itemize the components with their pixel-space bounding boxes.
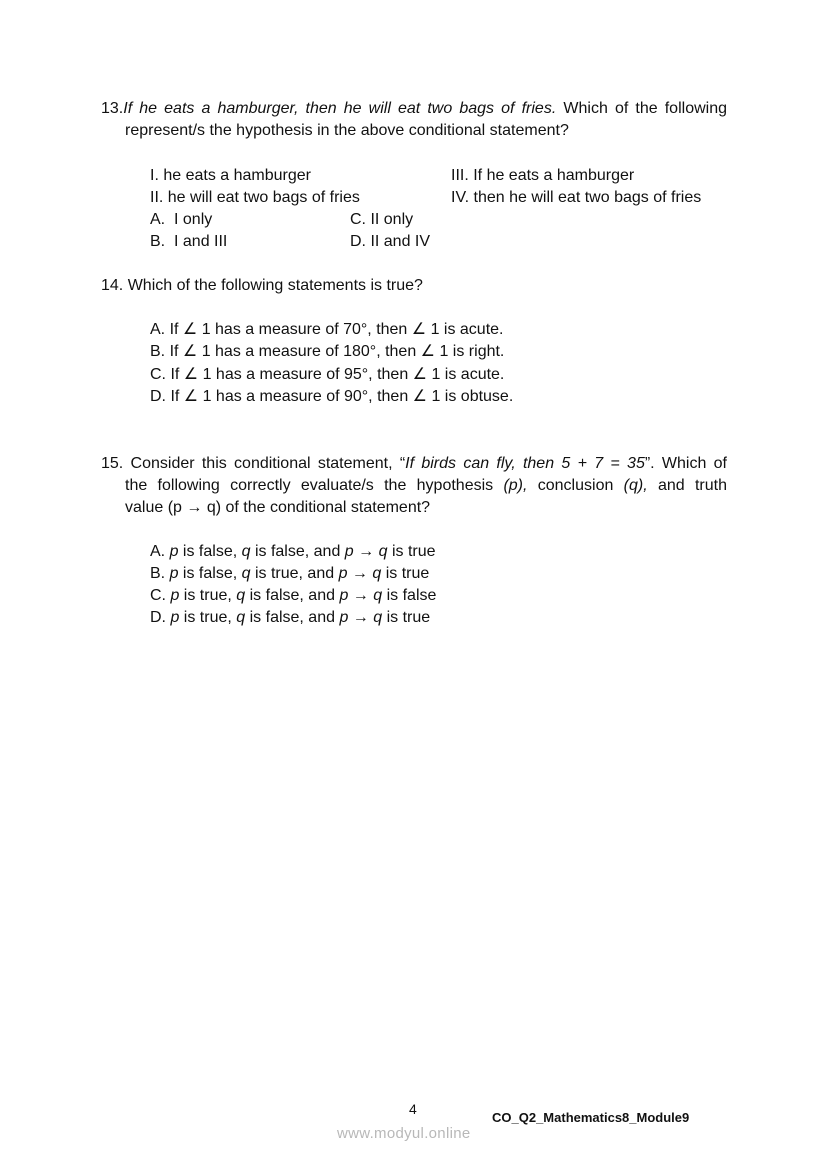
- text-segment: is false,: [178, 565, 242, 582]
- italic-text-segment: (q),: [623, 477, 648, 494]
- text-segment: is true, and: [250, 565, 339, 582]
- italic-text-segment: q: [236, 609, 246, 626]
- q13-stem-line2: represent/s the hypothesis in the above conditional statement?: [125, 122, 569, 139]
- italic-text-segment: p: [170, 609, 180, 626]
- italic-text-segment: q: [241, 543, 251, 560]
- text-segment: ”. Which of: [644, 455, 727, 472]
- page-number: 4: [409, 1101, 417, 1117]
- text-segment: is true,: [179, 609, 237, 626]
- q14-stem: 14. Which of the following statements is true?: [101, 277, 423, 294]
- module-code: CO_Q2_Mathematics8_Module9: [492, 1110, 690, 1125]
- italic-text-segment: If birds can fly, then 5 + 7 = 35: [405, 455, 645, 472]
- text-segment: A.: [150, 543, 170, 560]
- italic-text-segment: (p),: [503, 477, 528, 494]
- q13-item-1: I. he eats a hamburger: [150, 167, 311, 184]
- text-segment: is false, and: [250, 543, 345, 560]
- italic-text-segment: p: [339, 609, 349, 626]
- q13-choice-a: A. I only: [150, 211, 213, 228]
- text-segment: 15. Consider this conditional statement, “: [101, 455, 406, 472]
- text-segment: C.: [150, 587, 171, 604]
- text-segment: is false,: [178, 543, 242, 560]
- text-segment: is true: [381, 565, 430, 582]
- text-segment: is false, and: [245, 609, 340, 626]
- text-segment: the following correctly evaluate/s the hypothesis: [125, 477, 504, 494]
- q15-choice-c: [150, 586, 436, 606]
- q13-choice-d: D. II and IV: [350, 233, 431, 250]
- italic-text-segment: p: [170, 587, 180, 604]
- italic-text-segment: p: [339, 587, 349, 604]
- text-segment: and truth: [647, 477, 727, 494]
- text-segment: B.: [150, 565, 170, 582]
- italic-text-segment: q: [241, 565, 251, 582]
- q13-item-2: II. he will eat two bags of fries: [150, 189, 360, 206]
- italic-text-segment: q: [372, 565, 382, 582]
- q15-stem-line3: [125, 498, 430, 518]
- q14-choice-a: A. If ∠ 1 has a measure of 70°, then ∠ 1 is acute.: [150, 321, 504, 338]
- text-segment: is true: [387, 543, 436, 560]
- q13-conditional-statement: If he eats a hamburger, then he will eat two bags of fries.: [123, 100, 557, 117]
- text-segment: →: [348, 609, 374, 626]
- text-segment: →: [348, 587, 374, 604]
- q14-choice-b: B. If ∠ 1 has a measure of 180°, then ∠ 1 is right.: [150, 343, 505, 360]
- q14-choice-c: C. If ∠ 1 has a measure of 95°, then ∠ 1 is acute.: [150, 366, 505, 383]
- text-segment: is true: [382, 609, 431, 626]
- text-segment: D.: [150, 609, 171, 626]
- q14-choice-d: D. If ∠ 1 has a measure of 90°, then ∠ 1 is obtuse.: [150, 388, 514, 405]
- q13-choice-c: C. II only: [350, 211, 414, 228]
- text-segment: conclusion: [527, 477, 624, 494]
- q15-stem-line2: [125, 476, 727, 496]
- text-segment: is false: [382, 587, 437, 604]
- italic-text-segment: p: [344, 543, 354, 560]
- q13-stem-text: Which of the following: [556, 100, 727, 117]
- q15-stem-line1: [101, 454, 727, 474]
- text-segment: →: [347, 565, 373, 582]
- italic-text-segment: q: [236, 587, 246, 604]
- text-segment: value (p → q) of the conditional statement?: [125, 499, 431, 516]
- italic-text-segment: p: [338, 565, 348, 582]
- italic-text-segment: p: [169, 565, 179, 582]
- q13-item-3: III. If he eats a hamburger: [451, 167, 635, 184]
- italic-text-segment: q: [378, 543, 388, 560]
- italic-text-segment: q: [373, 587, 383, 604]
- q13-stem-line1: [101, 99, 727, 119]
- q15-choice-a: [150, 542, 436, 562]
- italic-text-segment: p: [169, 543, 179, 560]
- italic-text-segment: q: [373, 609, 383, 626]
- q13-choice-b: B. I and III: [150, 233, 228, 250]
- watermark: www.modyul.online: [337, 1125, 471, 1142]
- text-segment: is false, and: [245, 587, 340, 604]
- q15-choice-d: [150, 608, 430, 628]
- q13-item-4: IV. then he will eat two bags of fries: [451, 189, 702, 206]
- text-segment: is true,: [179, 587, 237, 604]
- q13-number: 13.: [101, 100, 124, 117]
- text-segment: →: [353, 543, 379, 560]
- q15-choice-b: [150, 564, 429, 584]
